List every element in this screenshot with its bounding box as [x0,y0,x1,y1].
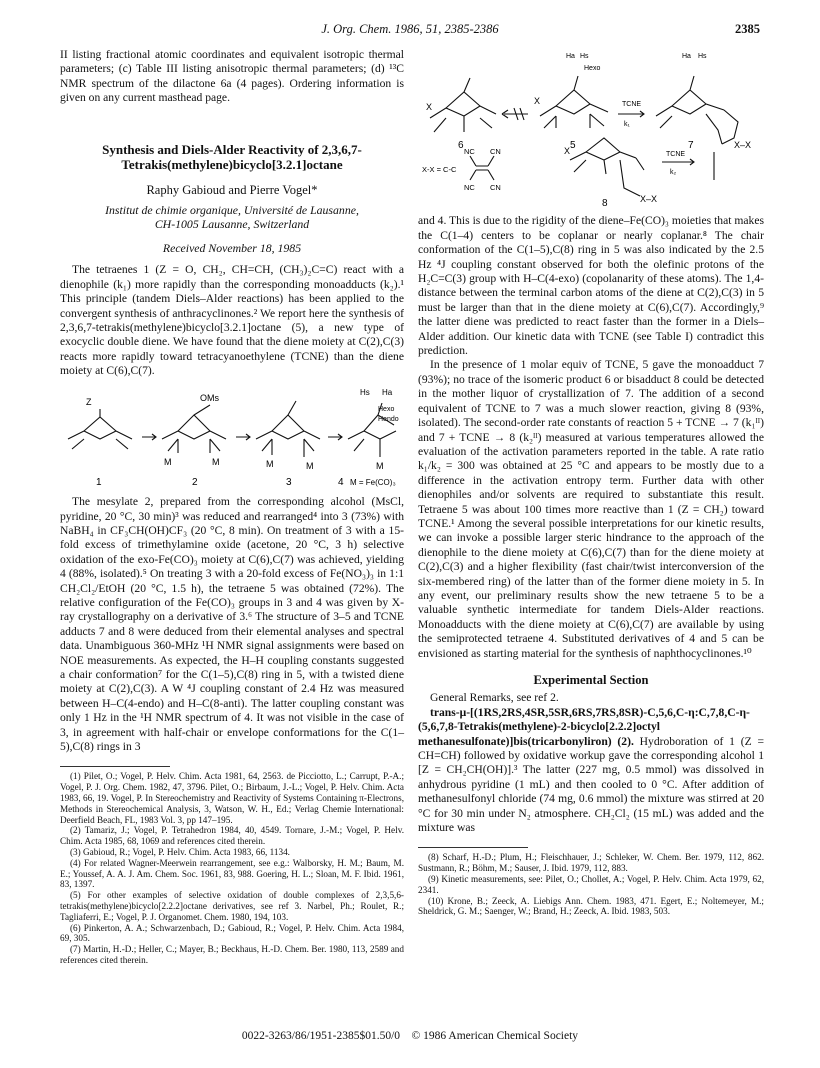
label-hs-7: Hs [698,53,707,60]
label-nc-bottom: NC [464,183,475,192]
label-compound-8: 8 [602,198,608,209]
footnotes-left [60,771,404,965]
label-cn-top: CN [490,147,501,156]
footnotes-right [418,852,764,917]
page-number: 2385 [735,22,760,36]
label-m-3a: M [266,458,274,469]
label-compound-2: 2 [192,476,198,488]
right-column [418,48,764,917]
left-column [60,48,404,966]
label-tcne-2: TCNE [666,151,686,158]
label-hexo-5: Hexo [584,65,601,72]
label-ha-5: Ha [566,53,575,60]
label-xx-definition: X-X = C-C [422,165,457,174]
label-compound-6: 6 [458,140,464,151]
label-x-8: X [564,146,571,156]
label-z: Z [86,396,92,407]
footnote-9: (9) Kinetic measurements, see: Pilet, O.; Chollet, A.; Vogel, P. Helv. Chim. Acta 1979, 62, 2341. [418,874,764,895]
footnote-7: (7) Martin, H.-D.; Heller, C.; Mayer, B.; Beckhaus, H.-D. Chem. Ber. 1980, 113, 2589 and references cited therein. [60,944,404,965]
label-x-5: X [534,96,541,106]
footnote-6: (6) Pinkerton, A. A.; Schwarzenbach, D.; Gabioud, R.; Vogel, P. Helv. Chim. Acta 1984, 69, 305. [60,922,404,944]
label-m-definition: M = Fe(CO)₃ [350,477,396,487]
footnote-1: (1) Pilet, O.; Vogel, P. Helv. Chim. Acta 1981, 64, 2563. de Picciotto, L.; Carrupt, P.-A.; Vogel, P. J. Org. Chem. 1982, 47, 3796. Pilet, O.; Birbaum, J.-L.; Vogel, P. Helv. Chim. Acta 1983, 66, 19. Vogel, P. In Stereochemistry and Reactivity of Systems Containing π-Electrons, Methods in Stereochemical Analysis, 3, Watson, W. H., Ed.; Verlag Chemie International: Deerfield Beach, FL, 1983 Vol. 3, pp 147–195. [60,771,404,825]
supplementary-text: II listing fractional atomic coordinates and equivalent isotropic thermal parameters; (c) Table III listing anisotropic thermal parameters; (d) ¹³C NMR spectrum of the dilactone 6a (4 pages). Ordering information is given on any current masthead page. [60,48,404,105]
label-m-4: M [376,460,384,471]
label-hendo: Hendo [378,415,399,423]
scheme-2-graphic [418,48,764,210]
copyright: © 1986 American Chemical Society [411,1030,579,1042]
footnote-rule-right [418,847,528,848]
compound-name: trans-μ-[(1RS,2RS,4SR,5SR,6RS,7RS,8SR)-C,5,6,C-η:C,7,8,C-η-(5,6,7,8-Tetrakis(methylene)-2-bicyclo[2.2.2]octyl methanesulfonate)]bis(tricarbonyliron) (2). [418,705,750,748]
footnote-5: (5) For other examples of selective oxidation of double complexes of 2,3,5,6-tetrakis(methylene)bicyclo[2.2.2]octane derivatives, see ref 3. Narbel, Ph.; Roulet, R.; Tagliaferri, E.; Vogel, P. J. Organomet. Chem. 1980, 194, 103. [60,890,404,922]
label-compound-5: 5 [570,140,576,151]
article-authors: Raphy Gabioud and Pierre Vogel* [146,182,318,197]
label-compound-7: 7 [688,140,694,151]
scheme-compounds-5-8 [418,48,764,214]
label-oms: OMs [200,392,219,403]
label-hs-5: Hs [580,53,589,60]
label-x-6: X [426,102,433,112]
intro-paragraph: The tetraenes 1 (Z = O, CH₂, CH=CH, (CH₃)₂C=C) react with a dienophile (k₁) more rapidly than the corresponding monoadducts (k₂).¹ This principle (tandem Diels–Alder reactions) has been applied to the convergent synthesis of anthracyclinones.² We report here the synthesis of 2,3,6,7-tetrakis(methylene)bicyclo[3.2.1]octane (5), a new type of exocyclic double diene. We have found that the diene moiety at C(2),C(3) reacts more rapidly toward tetracyanoethylene (TCNE) than the diene moiety at C(6),C(7). [60,263,404,378]
label-nc-top: NC [464,147,475,156]
conformation-paragraph: and 4. This is due to the rigidity of the diene–Fe(CO)₃ moieties that makes the C(1–4) centers to be coplanar or nearly coplanar.⁸ The chair conformation of the C(1–5),C(8) ring in 5 was also indicated by the 2.5 Hz ⁴J coupling constant observed for both the olefinic protons of the H₂C=C(3) group with H–C(4-exo) (copolanarity of these atoms). The 1,4-distance between the terminal carbon atoms of the diene at C(2),C(3) in 5 must be larger than that in the diene moiety at C(6),C(7). Accordingly,⁹ the latter diene was predicted to react faster than the former in a Diels–Alder addition. Our kinetic data with TCNE (see Table I) contradict this prediction. [418,214,764,358]
running-head [60,22,760,38]
label-cn-bottom: CN [490,183,501,192]
affiliation [60,203,404,231]
label-hexo: Hexo [378,405,395,413]
label-hs: Hs [360,387,370,397]
label-m-2b: M [212,456,220,467]
article-title: Synthesis and Diels-Alder Reactivity of 2,3,6,7-Tetrakis(methylene)bicyclo[3.2.1]octane [102,141,362,173]
article-code: 0022-3263/86/1951-2385$01.50/0 [241,1030,401,1042]
procedure-text: Hydroboration of 1 (Z = CH=CH) followed by oxidative workup gave the corresponding alcohol 1 [Z = CH₂CH(OH)].³ The latter (227 mg, 0.5 mmol) was dissolved in anhydrous pyridine (1 mL) and then cooled to 0 °C. After addition of methanesulfonyl chloride (74 mg, 0.6 mmol) the mixture was stirred at 20 °C for 30 min under N₂ atmosphere. CH₂Cl₂ (15 mL) was added and the mixture was [418,734,764,835]
label-k2: k₂ [670,169,677,176]
footnote-4: (4) For related Wagner-Meerwein rearrangement, see e.g.: Walborsky, H. M.; Baum, M. E.; Youssef, A. A. J. Am. Chem. Soc. 1961, 83, 988. Goering, H. L.; Sloan, M. F. Ibid. 1961, 83, 1397. [60,857,404,890]
scheme-1-graphic [60,379,404,491]
label-m-2a: M [164,456,172,467]
label-ha: Ha [382,387,393,397]
kinetics-paragraph: In the presence of 1 molar equiv of TCNE, 5 gave the monoadduct 7 (93%); no trace of the isomeric product 6 or bisadduct 8 could be detected in the mother liquor of crystallization of 7. The addition of a second equivalent of TCNE to 7 was a much slower reaction, giving 8 (93%, isolated). The second-order rate constants of reaction 5 + TCNE → 7 (k₁ᴵᴵ) and 7 + TCNE → 8 (k₂ᴵᴵ) measured at various temperatures allowed the evaluation of the activation parameters reported in the table. A rate ratio k₁/k₂ = 300 was obtained at 25 °C and appears to be mostly due to a difference in the activation entropy term. Further data with other dienophiles and/or solvents are required to substantiate this result. Tetraene 5 was about 100 times more reactive than 1 (Z = CH₂) toward TCNE.¹ Among the several possible interpretations for our kinetic results, we can invoke a possible larger steric hindrance to the approach of the dienophile to the diene moiety at C(6),C(7) than for the diene moiety at C(2),C(3) and a higher flexibility (fast chair/twist interconversion of the six-membered ring) of the latter than of the former diene moiety in 5. In any event, our preliminary results show the new tetraene 5 to be a valuable synthetic intermediate for tandem Diels-Alder reactions. Monoadducts with the diene moiety at C(6),C(7) are available by using the semiprotected tetraene 4. Substituted derivatives of 4 and 5 can be envisioned as starting material for the synthesis of naphthocyclinones.¹⁰ [418,358,764,660]
affiliation-line-2: CH-1005 Lausanne, Switzerland [154,217,310,232]
journal-citation: J. Org. Chem. 1986, 51, 2385-2386 [321,22,499,36]
footnote-2: (2) Tamariz, J.; Vogel, P. Tetrahedron 1984, 40, 4549. Tornare, J.-M.; Vogel, P. Helv. Chim. Acta 1985, 68, 1069 and references cited therein. [60,825,404,847]
label-compound-4: 4 [338,476,344,488]
label-compound-3: 3 [286,476,292,488]
footnote-8: (8) Scharf, H.-D.; Plum, H.; Fleischhauer, J.; Schleker, W. Chem. Ber. 1979, 112, 862. Sustmann, R.; Böhm, M.; Sauser, J. Ibid. 1979, 112, 883. [418,852,764,874]
page-footer [60,1030,760,1042]
general-remarks: General Remarks, see ref 2. [430,691,559,705]
label-m-3b: M [306,460,314,471]
received-date: Received November 18, 1985 [162,241,302,256]
label-compound-1: 1 [96,476,102,488]
affiliation-line-1: Institut de chimie organique, Université de Lausanne, [105,203,359,218]
footnote-3: (3) Gabioud, R.; Vogel, P. Helv. Chim. Acta 1983, 66, 1134. [70,846,290,857]
compound-procedure [418,706,764,836]
label-k1: k₁ [624,121,630,128]
experimental-heading: Experimental Section [533,673,649,687]
label-tcne-1: TCNE [622,101,642,108]
footnote-rule [60,766,170,767]
results-paragraph: The mesylate 2, prepared from the corresponding alcohol (MsCl, pyridine, 20 °C, 30 min)³ was reduced and rearranged⁴ into 3 (73%) with NaBH₄ in CF₃CH(OH)CF₃ (20 °C, 8 min). On treatment of 3 with a 15-fold excess of trimethylamine oxide (acetone, 20 °C, 3 h) selective oxidation of the exo-Fe(CO)₃ moiety at C(6),C(7) was achieved, yielding 4 (88%, isolated).⁵ On treating 3 with a 20-fold excess of Fe(NO₃)₃ in 1:1 CH₂Cl₂/EtOH (20 °C, 1.5 h), the tetraene 5 was obtained (72%). The relative configuration of the Fe(CO)₃ groups in 3 and 4 was given by X-ray crystallography on a derivative of 3.⁶ The structure of 3–5 and TCNE adducts 7 and 8 were deduced from their elemental analyses and spectral data. Unambiguous 360-MHz ¹H NMR signal assignments were based on NOE measurements. As expected, the H–H coupling constants suggested a chair conformation⁷ for the C(1–5),C(8) ring in 5, with a twisted diene moiety at C(2),C(3). A W ⁴J coupling constant of 2.4 Hz was measured between H–C(4-endo) and H–C(8-anti). The latter coupling constant was only 1 Hz in the ¹H NMR spectrum of 4. It was not visible in the case of 3, in agreement with half-chair or envelope conformations for the C(1–5),C(8) rings in 3 [60,495,404,753]
label-xx-7: X–X [734,140,752,150]
scheme-compounds-1-4 [60,379,404,495]
label-xx-8: X–X [640,194,658,204]
footnote-10: (10) Krone, B.; Zeeck, A. Liebigs Ann. Chem. 1983, 471. Egert, E.; Noltemeyer, M.; Sheldrick, G. M.; Saenger, W.; Brand, H.; Zeeck, A. Ibid. 1983, 503. [418,895,764,917]
label-ha-7: Ha [682,53,691,60]
